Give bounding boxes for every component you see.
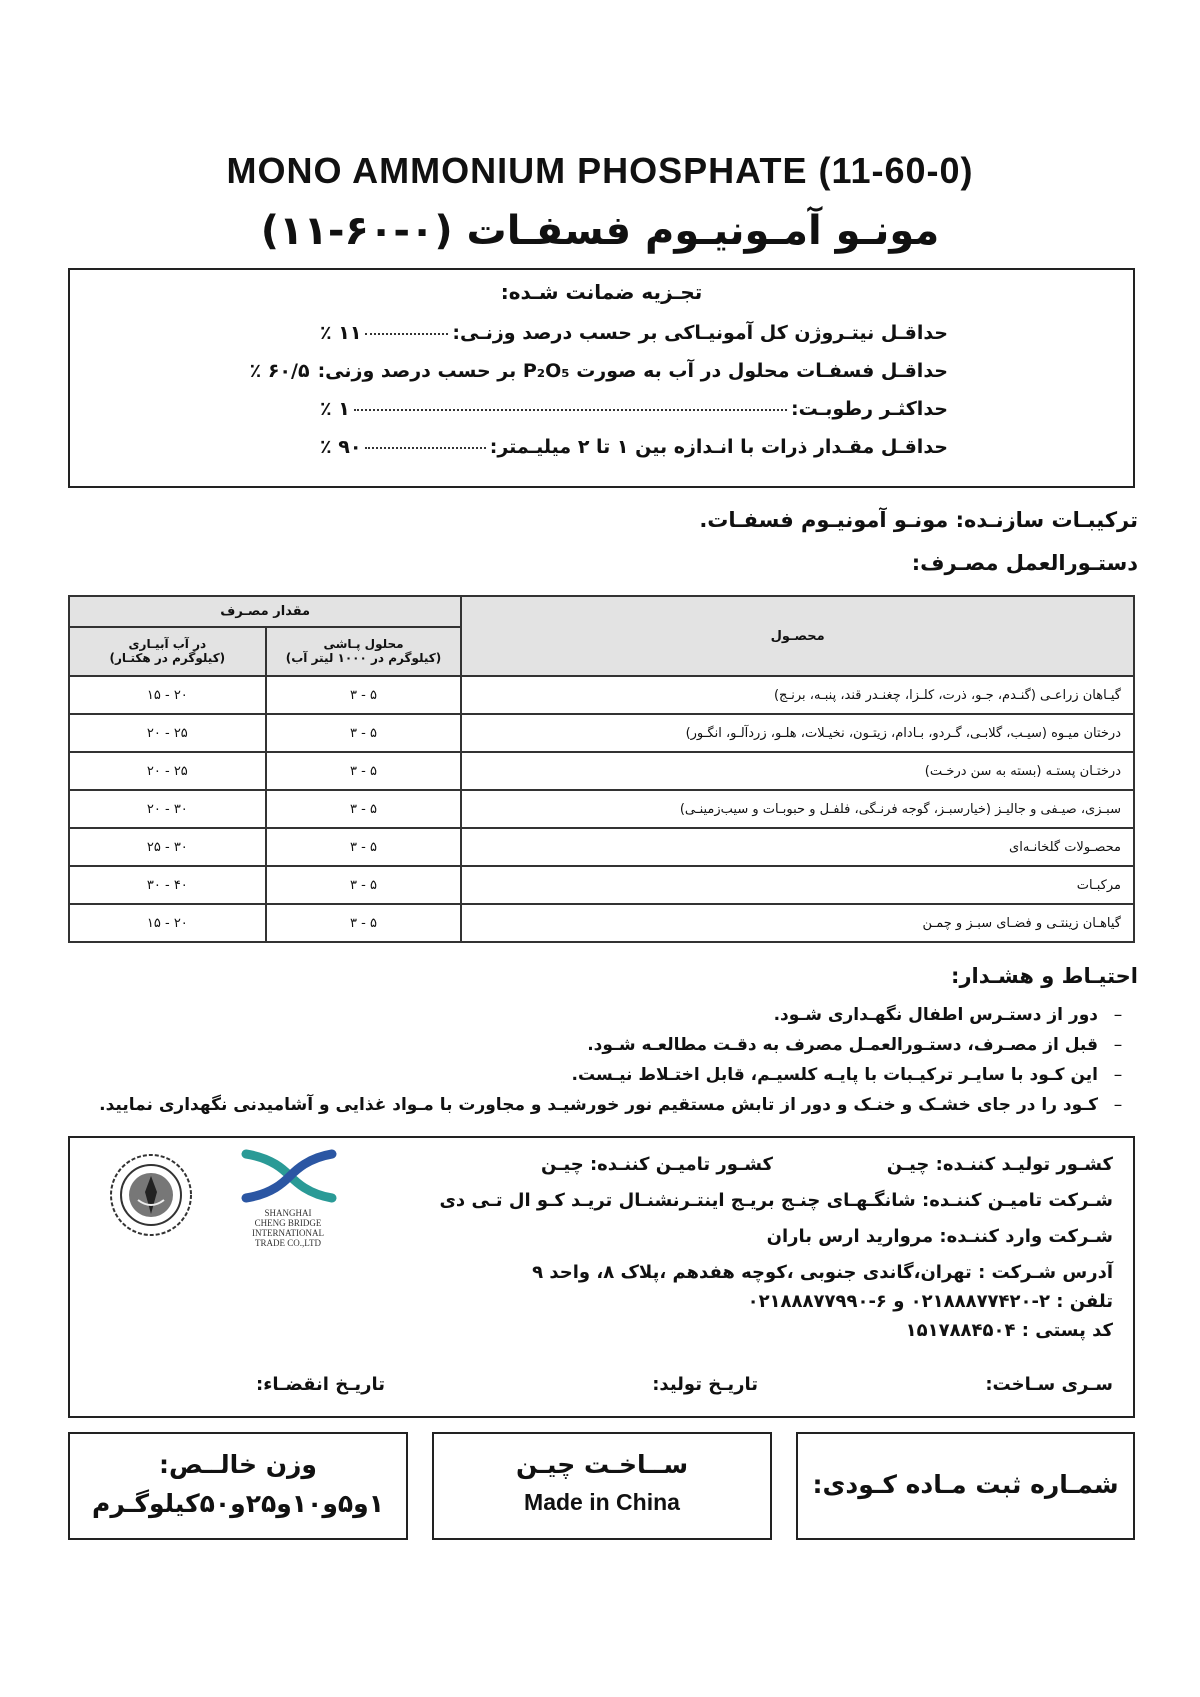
- table-row: [69, 752, 1134, 790]
- foliar-cell: ۵ - ۳: [266, 714, 462, 752]
- product-cell: درختان میـوه (سیـب، گلابـی، گـردو، بـادام، زیتـون، نخیـلات، هلـو، زردآلـو، انگـور): [461, 714, 1134, 752]
- importer-company: شـرکت وارد کننـده: مروارید ارس باران: [766, 1226, 1113, 1247]
- column-group-header-dosage: مقدار مصـرف: [69, 596, 461, 627]
- made-in-english: Made in China: [524, 1489, 680, 1515]
- analysis-value: ۶۰/۵ ٪: [249, 360, 310, 382]
- product-cell: سبـزی، صیـفی و جالیـز (خیارسبـز، گوجه فرنـگی، فلفـل و حبوبـات و سیب‌زمینـی): [461, 790, 1134, 828]
- leader-dots: [365, 447, 485, 449]
- irrigation-cell: ۳۰ - ۲۵: [69, 828, 266, 866]
- analysis-line-nitrogen: [320, 322, 948, 344]
- guaranteed-analysis-box: [68, 268, 1135, 488]
- net-weight-box: [68, 1432, 408, 1540]
- supplier-logo: [232, 1148, 344, 1254]
- leader-dots: [354, 409, 787, 411]
- product-cell: گیـاهان زراعـی (گنـدم، جـو، ذرت، کلـزا، چغنـدر قند، پنبـه، برنـج): [461, 676, 1134, 714]
- analysis-line-particle-size: [320, 436, 948, 458]
- table-row: [69, 828, 1134, 866]
- made-in-box: [432, 1432, 772, 1540]
- analysis-label: حداقـل فسفـات محلول در آب به صورت P₂O₅ بر حسب درصد وزنی:: [317, 360, 948, 382]
- irrigation-unit: (کیلوگرم در هکتـار): [109, 651, 226, 666]
- product-cell: درختـان پستـه (بسته به سن درخـت): [461, 752, 1134, 790]
- expiry-date: تاریـخ انقضـاء:: [256, 1374, 385, 1395]
- analysis-heading: تجـزیه ضمانت شـده:: [500, 280, 703, 304]
- foliar-label: محلول پـاشی: [323, 637, 404, 652]
- irrigation-cell: ۲۵ - ۲۰: [69, 714, 266, 752]
- foliar-cell: ۵ - ۳: [266, 676, 462, 714]
- dash-bullet: –: [1113, 1035, 1123, 1055]
- warnings-heading: احتیـاط و هشـدار:: [951, 964, 1138, 988]
- irrigation-cell: ۴۰ - ۳۰: [69, 866, 266, 904]
- analysis-line-phosphate: [249, 360, 948, 382]
- title-english: MONO AMMONIUM PHOSPHATE (11-60-0): [226, 150, 974, 191]
- analysis-value: ۹۰ ٪: [320, 436, 362, 458]
- batch-number: سـری سـاخت:: [985, 1374, 1113, 1395]
- warning-text: دور از دستـرس اطفال نگهـداری شـود.: [773, 1005, 1098, 1025]
- warning-text: قبل از مصـرف، دستـورالعمـل مصرف به دقـت مطالعـه شـود.: [587, 1035, 1098, 1055]
- bridge-x-icon: [232, 1148, 344, 1204]
- leader-dots: [365, 333, 448, 335]
- logo-text-line: INTERNATIONAL: [252, 1228, 324, 1238]
- list-item: [88, 1060, 1138, 1090]
- table-row: [69, 790, 1134, 828]
- warning-text: این کـود با سایـر ترکیـبات با پایـه کلسیـم، قابل اختـلاط نیـست.: [571, 1065, 1098, 1085]
- product-cell: گیاهـان زینتـی و فضـای سبـز و چمـن: [461, 904, 1134, 942]
- company-postal-code: کد پستی : ۱۵۱۷۸۸۴۵۰۴: [905, 1320, 1113, 1341]
- supplier-country: کشـور تامیـن کننـده: چیـن: [541, 1154, 773, 1175]
- importer-seal-icon: [108, 1152, 194, 1238]
- product-cell: مرکبـات: [461, 866, 1134, 904]
- analysis-value: ۱۱ ٪: [320, 322, 362, 344]
- list-item: [88, 1090, 1138, 1120]
- warnings-list: [88, 1000, 1138, 1120]
- product-cell: محصـولات گلخانـه‌ای: [461, 828, 1134, 866]
- usage-heading: دستـورالعمل مصـرف:: [911, 551, 1138, 575]
- list-item: [88, 1030, 1138, 1060]
- registration-label: شمـاره ثبت مـاده کـودی:: [812, 1470, 1119, 1499]
- irrigation-label: در آب آبیـاری: [128, 637, 207, 652]
- list-item: [88, 1000, 1138, 1030]
- title-persian: مونـو آمـونیـوم فسفـات (۰-۶۰-۱۱): [260, 208, 940, 254]
- dash-bullet: –: [1113, 1095, 1123, 1115]
- logo-text-line: SHANGHAI: [264, 1208, 312, 1218]
- logo-text-line: TRADE CO.,LTD: [255, 1238, 321, 1248]
- table-row: [69, 866, 1134, 904]
- analysis-label: حداقـل مقـدار ذرات با انـدازه بین ۱ تا ۲ میلیـمتر:: [489, 436, 948, 458]
- company-address: آدرس شـرکت : تهران،گاندی جنوبی ،کوچه هفدهم ،پلاک ۸، واحد ۹: [532, 1262, 1113, 1283]
- foliar-cell: ۵ - ۳: [266, 866, 462, 904]
- logo-text-line: CHENG BRIDGE: [254, 1218, 322, 1228]
- dash-bullet: –: [1113, 1065, 1123, 1085]
- irrigation-cell: ۲۵ - ۲۰: [69, 752, 266, 790]
- company-phone: تلفن : ۲-۰۲۱۸۸۸۷۷۴۲۰ و ۶-۰۲۱۸۸۸۷۷۹۹۰: [747, 1291, 1113, 1312]
- table-row: [69, 676, 1134, 714]
- production-date: تاریـخ تولید:: [652, 1374, 758, 1395]
- ingredients-line: ترکیبـات سازنـده: مونـو آمونیـوم فسفـات.: [699, 508, 1138, 532]
- dash-bullet: –: [1113, 1005, 1123, 1025]
- irrigation-cell: ۳۰ - ۲۰: [69, 790, 266, 828]
- made-in-persian: ســاخـت چیـن: [515, 1450, 689, 1479]
- net-weight-label: وزن خالــص:: [159, 1450, 317, 1479]
- column-header-irrigation: [69, 627, 266, 676]
- column-header-product: محصـول: [461, 596, 1134, 676]
- analysis-label: حداقـل نیتـروژن کل آمونیـاکی بر حسب درصد وزنـی:: [452, 322, 948, 344]
- table-row: [69, 714, 1134, 752]
- analysis-label: حداکثـر رطوبـت:: [790, 398, 948, 420]
- producer-country: کشـور تولیـد کننـده: چیـن: [886, 1154, 1113, 1175]
- analysis-value: ۱ ٪: [320, 398, 350, 420]
- company-info-box: [68, 1136, 1135, 1418]
- warning-text: کـود را در جای خشـک و خنـک و دور از تابش مستقیم نور خورشیـد و مجاورت با مـواد غذایی و آشامیدنی نگهداری نمایید.: [99, 1095, 1098, 1115]
- column-header-foliar: [266, 627, 462, 676]
- foliar-unit: (کیلوگرم در ۱۰۰۰ لیتر آب): [285, 651, 442, 666]
- foliar-cell: ۵ - ۳: [266, 904, 462, 942]
- foliar-cell: ۵ - ۳: [266, 790, 462, 828]
- foliar-cell: ۵ - ۳: [266, 752, 462, 790]
- table-row: [69, 904, 1134, 942]
- usage-table: [68, 595, 1135, 943]
- foliar-cell: ۵ - ۳: [266, 828, 462, 866]
- supplier-company: شـرکت تامیـن کننـده: شانگـهـای چنـج بریـج اینتـرنشنـال تریـد کـو ال تـی دی: [439, 1190, 1113, 1211]
- irrigation-cell: ۲۰ - ۱۵: [69, 676, 266, 714]
- registration-box: [796, 1432, 1135, 1540]
- irrigation-cell: ۲۰ - ۱۵: [69, 904, 266, 942]
- analysis-line-moisture: [320, 398, 948, 420]
- table-header-row: [69, 596, 1134, 627]
- net-weight-value: ۱و۵و۱۰و۲۵و۵۰کیلوگـرم: [92, 1489, 384, 1518]
